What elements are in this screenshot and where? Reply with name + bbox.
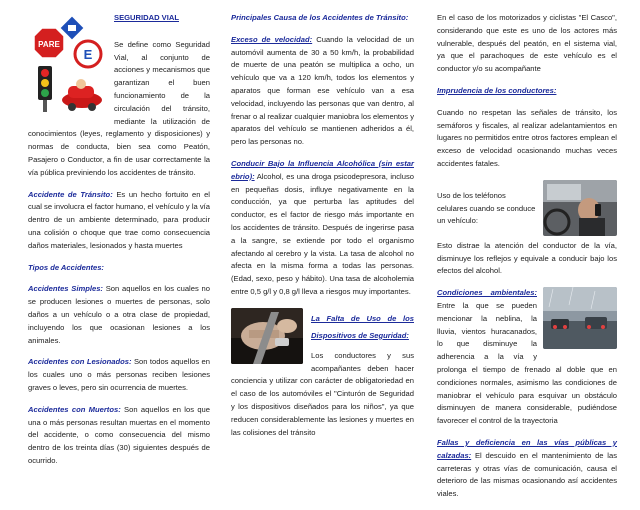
alcohol-paragraph: [231, 158, 414, 299]
velocidad-paragraph: [231, 34, 414, 149]
lesionados-label: Accidentes con Lesionados:: [28, 357, 132, 367]
accidente-text: Es un hecho fortuito en el cual se involucra el factor humano, el vehículo y la vía dentro de un ambiente determinado, para producir una colisión o choque que trae como consecuencia daños materiales, lesionados y hasta muertes: [28, 189, 210, 250]
pare-sign-text: PARE: [38, 40, 60, 49]
ambientales-label: Condiciones ambientales:: [437, 288, 537, 298]
column-2: [231, 12, 414, 448]
rain-traffic-photo: [543, 287, 617, 349]
intro-paragraph: Se define como Seguridad Vial, al conjunto de acciones y mecanismos que garantizan el buen funcionamiento de la circulación del tránsito, mediante la utilización de conocimientos (leyes, reglamento y disposiciones) y normas de conducta, bien sea como Peatón, Pasajero o Conductor, a fin de usar correctamente la vía pública previniendo los accidentes de tránsito.: [28, 39, 210, 177]
distraccion-paragraph: Esto distrae la atención del conductor de la vía, disminuye los reflejos y equivale a conducir bajo los efectos del alcohol.: [437, 240, 617, 276]
muertos-text: Son aquellos en los que una o más personas resultan muertas en el momento del accidente, o como consecuencia del mismo dentro de los treinta días (30) siguientes después de ocurrido.: [28, 404, 210, 465]
moto-paragraph: En el caso de los motorizados y ciclistas "El Casco", considerando que este es uno de los actores más vulnerable, después del peatón, en el sistema vial, ya que el parachoques de este vehículo es el conductor y/o su acompañante: [437, 13, 617, 74]
tipos-heading: Tipos de Accidentes:: [28, 262, 104, 272]
simples-label: Accidentes Simples:: [28, 284, 103, 294]
fallas-paragraph: [437, 437, 617, 501]
phone-driver-photo: [543, 180, 617, 236]
causes-heading-paragraph: [231, 12, 414, 25]
imprudencia-label: Imprudencia de los conductores:: [437, 85, 557, 95]
column-3: [437, 12, 617, 510]
traffic-signs-illustration: [28, 12, 108, 114]
ambientales-text: Entre la que se pueden mencionar la neblina, la lluvia, vientos huracanados, lo que disminuye la adherencia a la vía y prolonga el tiempo de frenado al doble que en condiciones normales, asimismo las condiciones de maniobrar el vehículo para esquivar un obstáculo disminuyen de manera considerable, pudiéndose favorecer el control de la trayectoria: [437, 300, 617, 426]
alcohol-text: Alcohol, es una droga psicodepresora, incluso en pequeñas dosis, influye negativamente en la conducción, ya que perturba las aptitudes del conductor, es el factor de riesgo más importante en los accidentes de tránsito. Después de ingerirse pasa a la sangre, se extiende por todo el organismo afectando al cerebro y la vista. La tasa de alcohol no afecta en la misma forma a todas las personas. (Edad, sexo, peso y hábito). Una tasa de alcoholemia entre 0,5 g/l y 0,8 g/l lleva a riesgos muy importantes.: [231, 171, 414, 296]
velocidad-label: Exceso de velocidad:: [231, 34, 313, 44]
fallas-text: El descuido en el mantenimiento de las carreteras y otras vías de comunicación, causa el deterioro de las mismas ocasionando así accidentes viales.: [437, 450, 617, 499]
lesionados-text: Son todos aquellos en los cuales uno o más personas reciben lesiones graves o leves, pero sin ocurrencia de muertes.: [28, 357, 211, 392]
muertos-paragraph: [28, 404, 210, 468]
seatbelt-photo: [231, 308, 303, 364]
falta-label: La Falta de Uso de los Dispositivos de Seguridad:: [311, 313, 414, 340]
fallas-label: Fallas y deficiencia en las vías públicas y calzadas:: [437, 437, 617, 460]
imprudencia-paragraph: Cuando no respetan las señales de tránsito, los semáforos y fiscales, al realizar adelantamientos en lugares no permitidos entre otros factores emplean el exceso de velocidad ocasionando muchas veces accidentes fatales.: [437, 107, 617, 168]
page-title: SEGURIDAD VIAL: [114, 13, 179, 22]
simples-text: Son aquellos en los cuales no se producen lesiones o muertes de personas, solo daños a un vehículo o a otra clase de propiedad, incluyendo los que ocasionan lesiones a los animales.: [28, 284, 210, 345]
celular-paragraph: Uso de los teléfonos celulares cuando se conduce un vehículo:: [437, 190, 536, 226]
accidente-label: Accidente de Tránsito:: [28, 189, 113, 199]
velocidad-text: Cuando la velocidad de un automóvil aumenta de 30 a 50 km/h, la probabilidad de muerte de una peatón se multiplica a ocho, un vehículo que va a 120 km/h, todos los elementos y aparatos que forman ese vehículo van a esa velocidad, incluyendo las personas que van dentro, al frenar o al realizar cualquier maniobra los elementos y aparatos del vehículo se mantienen adheridos a él, pero las personas no.: [231, 34, 414, 147]
lesionados-paragraph: [28, 356, 210, 394]
accidente-paragraph: [28, 189, 210, 253]
column-1: [28, 12, 210, 477]
simples-paragraph: [28, 283, 210, 347]
imprudencia-heading-paragraph: [437, 85, 617, 98]
causes-heading: Principales Causa de los Accidentes de Tránsito:: [231, 13, 409, 22]
tipos-heading-paragraph: [28, 262, 210, 275]
falta-paragraph: Los conductores y sus acompañantes deben hacer conciencia y utilizar con carácter de obligatoriedad en el caso de los automóviles el "Cinturón de Seguridad y los dispositivos diseñados para los niños", ya que reducen considerablemente las lesiones y muertes en las colisiones del tránsito: [231, 350, 414, 437]
muertos-label: Accidentes con Muertos:: [28, 404, 121, 414]
e-sign-text: E: [83, 47, 93, 62]
alcohol-label: Conducir Bajo la Influencia Alcohólica (sin estar ebrio):: [231, 158, 414, 181]
